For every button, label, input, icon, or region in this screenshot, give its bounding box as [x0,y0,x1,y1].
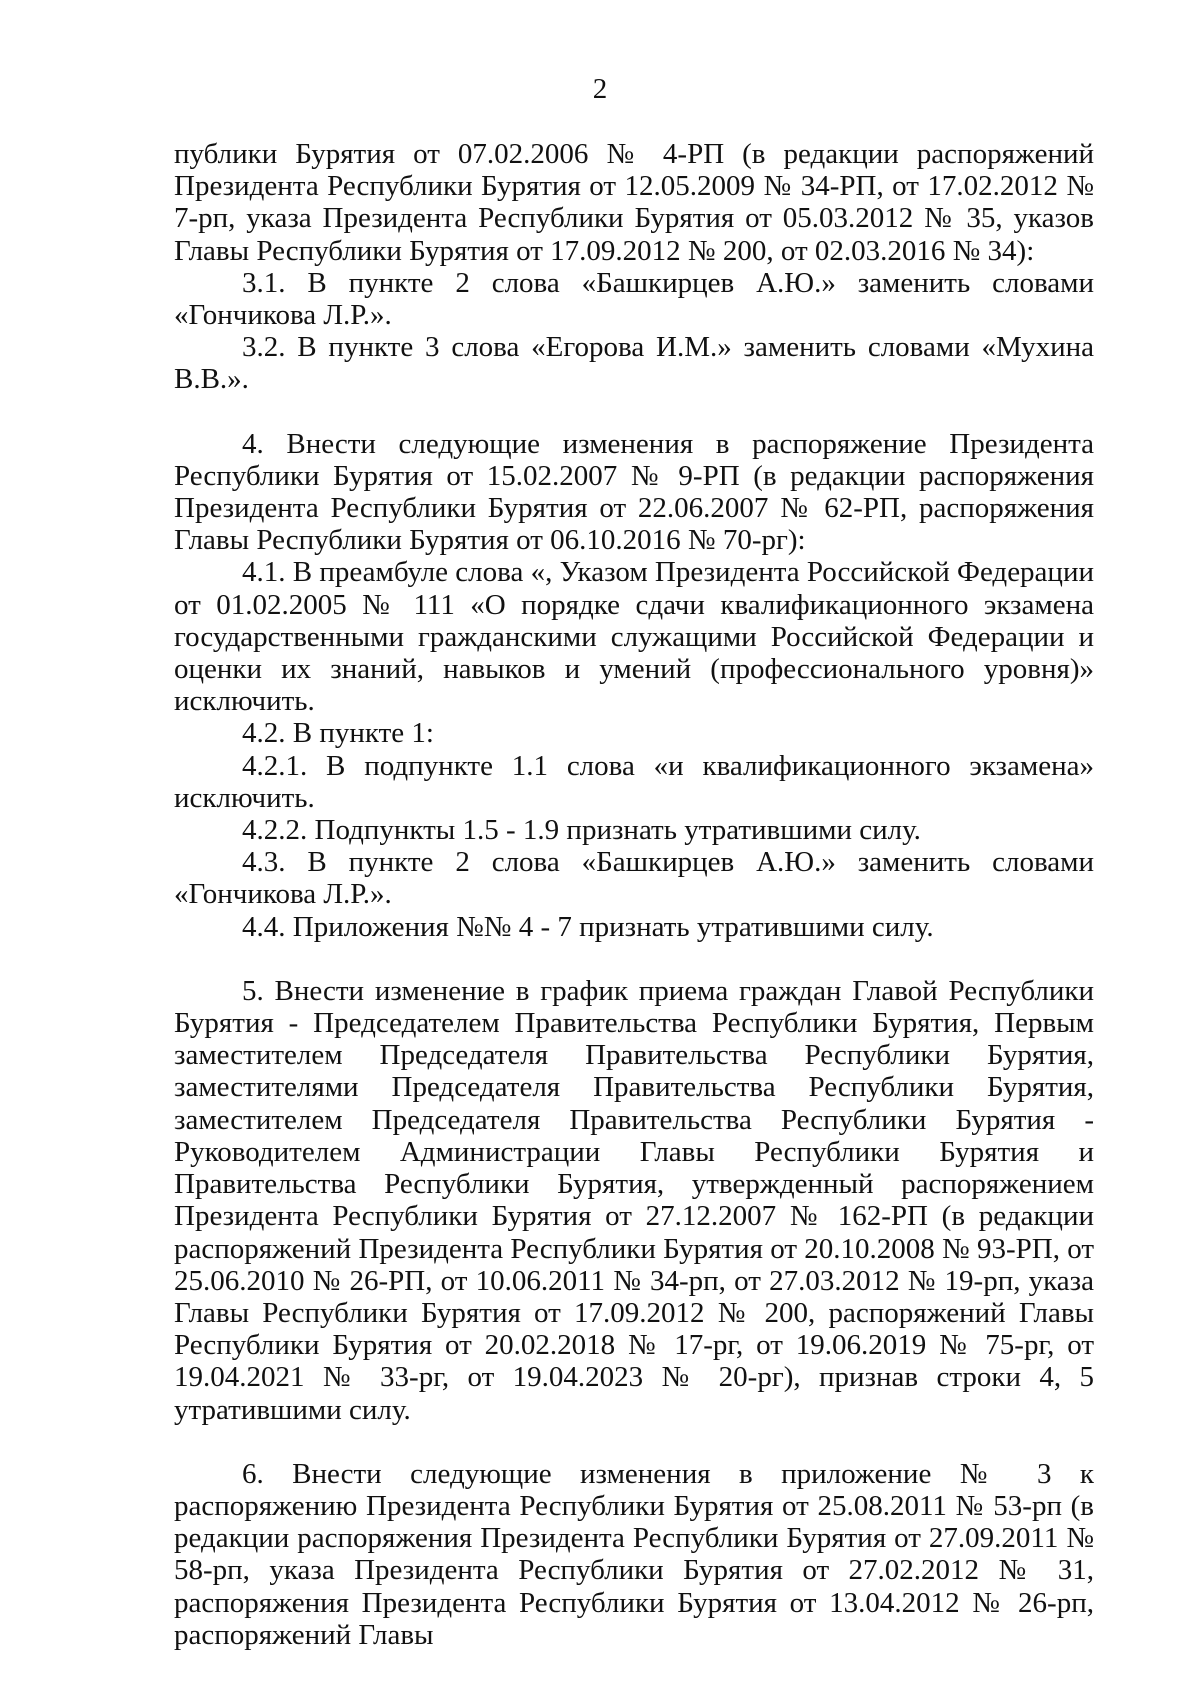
paragraph-3-1: 3.1. В пункте 2 слова «Башкирцев А.Ю.» заменить словами «Гончикова Л.Р.». [174,266,1094,332]
paragraph-3-2: 3.2. В пункте 3 слова «Егорова И.М.» заменить словами «Мухина В.В.». [174,331,1094,396]
paragraph-5: 5. Внести изменение в график приема граждан Главой Республики Бурятия - Председателем Правительства Республики Бурятия, Первым заместителем Председателя Правительства Республики Бурятия, заместителями Председателя Правительства Республики Бурятия, заместителем Председателя Правительства Республики Бурятия - Руководителем Администрации Главы Республики Бурятия и Правительства Республики Бурятия, утвержденный распоряжением Президента Республики Бурятия от 27.12.2007 № 162-РП (в редакции распоряжений Президента Республики Бурятия от 20.10.2008 № 93-РП, от 25.06.2010 № 26-РП, от 10.06.2011 № 34-рп, от 27.03.2012 № 19-рп, указа Главы Республики Бурятия от 17.09.2012 № 200, распоряжений Главы Республики Бурятия от 20.02.2018 № 17-рг, от 19.06.2019 № 75-рг, от 19.04.2021 № 33-рг, от 19.04.2023 № 20-рг), признав строки 4, 5 утратившими силу. [174,974,1094,1426]
page-number: 2 [592,73,608,105]
paragraph-4-2-1: 4.2.1. В подпункте 1.1 слова «и квалификационного экзамена» исключить. [174,749,1094,814]
paragraph-4-2-2: 4.2.2. Подпункты 1.5 - 1.9 признать утратившими силу. [242,814,921,847]
paragraph-4-2: 4.2. В пункте 1: [242,717,434,750]
paragraph-4-3: 4.3. В пункте 2 слова «Башкирцев А.Ю.» заменить словами «Гончикова Л.Р.». [174,846,1094,911]
document-body [174,138,1094,1651]
paragraph-3-continuation: публики Бурятия от 07.02.2006 № 4-РП (в редакции распоряжений Президента Республики Бурятия от 12.05.2009 № 34-РП, от 17.02.2012 № 7-рп, указа Президента Республики Бурятия от 05.03.2012 № 35, указов Главы Республики Бурятия от 17.09.2012 № 200, от 02.03.2016 № 34): [174,138,1094,267]
paragraph-4: 4. Внести следующие изменения в распоряжение Президента Республики Бурятия от 15.02.2007 № 9-РП (в редакции распоряжения Президента Республики Бурятия от 22.06.2007 № 62-РП, распоряжения Главы Республики Бурятия от 06.10.2016 № 70-рг): [174,427,1094,557]
paragraph-4-4: 4.4. Приложения №№ 4 - 7 признать утратившими силу. [242,910,934,943]
paragraph-6: 6. Внести следующие изменения в приложение № 3 к распоряжению Президента Республики Бурятия от 25.08.2011 № 53-рп (в редакции распоряжения Президента Республики Бурятия от 27.09.2011 № 58-рп, указа Президента Республики Бурятия от 27.02.2012 № 31, распоряжения Президента Республики Бурятия от 13.04.2012 № 26-рп, распоряжений Главы [174,1457,1094,1651]
paragraph-4-1: 4.1. В преамбуле слова «, Указом Президента Российской Федерации от 01.02.2005 № 111 «О порядке сдачи квалификационного экзамена государственными гражданскими служащими Российской Федерации и оценки их знаний, навыков и умений (профессионального уровня)» исключить. [174,556,1094,718]
